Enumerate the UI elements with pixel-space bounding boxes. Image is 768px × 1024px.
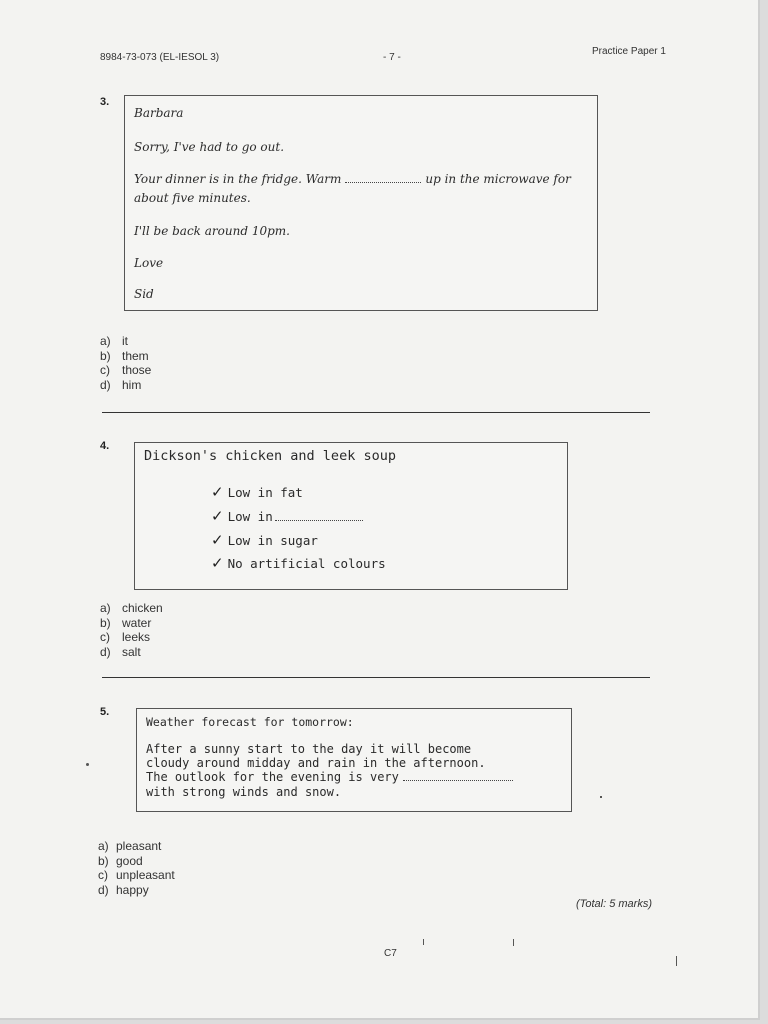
checkmark-icon: ✓ (211, 554, 224, 572)
question-3-options (100, 334, 151, 392)
option-letter: a) (100, 334, 111, 348)
option-letter: d) (100, 377, 111, 392)
option-b[interactable] (100, 349, 151, 364)
question-3-number: 3. (100, 96, 110, 108)
item-text: Low in (227, 509, 273, 524)
question-5-number: 5. (100, 706, 110, 718)
forecast-line-3 (146, 770, 517, 784)
option-c[interactable] (100, 630, 163, 645)
option-letter: d) (98, 882, 109, 897)
scan-speck (600, 796, 602, 798)
scan-speck (423, 939, 424, 945)
paper-title: Practice Paper 1 (592, 46, 666, 57)
total-marks: (Total: 5 marks) (576, 898, 653, 910)
option-letter: a) (98, 839, 109, 853)
note-line-2-end: up in the microwave for (425, 172, 571, 186)
option-d[interactable] (100, 378, 151, 393)
checkmark-icon: ✓ (211, 531, 224, 549)
soup-item-4 (211, 554, 386, 572)
option-letter: b) (100, 615, 111, 630)
forecast-line-3-text: The outlook for the evening is very (146, 770, 399, 784)
page-number: - 7 - (383, 52, 401, 63)
option-b[interactable] (100, 616, 163, 631)
answer-blank (275, 519, 363, 521)
question-4-number: 4. (100, 440, 110, 452)
note-line-2 (134, 172, 571, 186)
option-letter: b) (100, 348, 111, 363)
option-text: water (122, 615, 152, 630)
note-greeting: Barbara (134, 106, 184, 120)
option-d[interactable] (100, 645, 163, 660)
answer-blank (403, 779, 513, 781)
note-box (124, 95, 598, 311)
option-letter: c) (100, 630, 110, 645)
option-text: those (122, 363, 152, 378)
soup-item-3 (211, 531, 318, 549)
note-line-2-start: Your dinner is in the fridge. Warm (134, 172, 342, 186)
item-text: Low in sugar (227, 533, 318, 548)
option-text: salt (122, 644, 141, 659)
answer-blank (345, 181, 421, 183)
paper-code: 8984-73-073 (EL-IESOL 3) (100, 52, 220, 63)
question-4-options (100, 601, 163, 659)
option-c[interactable] (98, 868, 175, 883)
forecast-line-4: with strong winds and snow. (146, 785, 342, 799)
scan-speck (676, 956, 677, 966)
soup-label-box (134, 442, 568, 590)
option-text: unpleasant (116, 868, 175, 883)
checkmark-icon: ✓ (211, 507, 224, 525)
soup-item-2 (211, 507, 367, 525)
option-a[interactable] (100, 334, 151, 349)
option-c[interactable] (100, 363, 151, 378)
option-letter: c) (98, 868, 108, 883)
forecast-line-1: After a sunny start to the day it will become (146, 742, 472, 756)
page-code: C7 (384, 948, 397, 959)
option-letter: b) (98, 853, 109, 868)
option-b[interactable] (98, 854, 175, 869)
option-text: pleasant (116, 839, 162, 853)
option-d[interactable] (98, 883, 175, 898)
option-text: him (122, 377, 142, 392)
note-line-3: about five minutes. (134, 191, 251, 205)
section-divider (102, 412, 650, 413)
checkmark-icon: ✓ (211, 483, 224, 501)
forecast-title: Weather forecast for tomorrow: (146, 715, 354, 729)
option-text: them (122, 348, 149, 363)
forecast-box (136, 708, 572, 812)
option-letter: c) (100, 363, 110, 378)
item-text: Low in fat (227, 485, 303, 500)
option-a[interactable] (98, 839, 175, 854)
note-line-4: I'll be back around 10pm. (134, 224, 290, 238)
note-closing: Love (134, 256, 164, 270)
soup-title: Dickson's chicken and leek soup (144, 448, 396, 464)
option-text: chicken (122, 601, 163, 615)
note-signature: Sid (134, 287, 154, 301)
scan-speck (86, 763, 89, 766)
soup-item-1 (211, 483, 303, 501)
scan-speck (513, 939, 514, 946)
option-a[interactable] (100, 601, 163, 616)
option-text: it (122, 334, 128, 348)
option-text: good (116, 853, 143, 868)
section-divider (102, 677, 650, 678)
note-line-1: Sorry, I've had to go out. (134, 140, 285, 154)
question-5-options (98, 839, 175, 897)
item-text: No artificial colours (227, 556, 386, 571)
forecast-line-2: cloudy around midday and rain in the afternoon. (146, 756, 486, 770)
option-text: leeks (122, 630, 151, 645)
option-text: happy (116, 882, 149, 897)
option-letter: d) (100, 644, 111, 659)
option-letter: a) (100, 601, 111, 615)
